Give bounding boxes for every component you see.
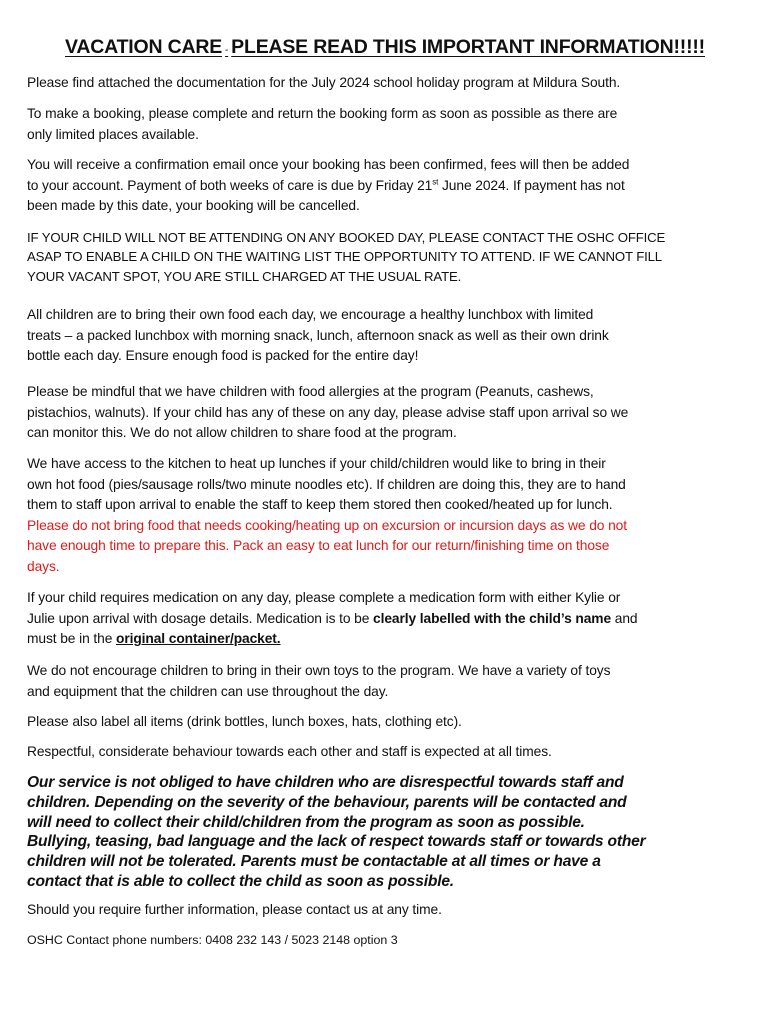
kitchen-paragraph xyxy=(27,454,732,578)
payment-line-text: June 2024. If payment has not xyxy=(438,177,625,193)
food-line: bottle each day. Ensure enough food is packed for the entire day! xyxy=(27,348,419,364)
kitchen-line: We have access to the kitchen to heat up lunches if your child/children would like to bring in their xyxy=(27,456,606,471)
kitchen-line: own hot food (pies/sausage rolls/two minute noodles etc). If children are doing this, they are to hand xyxy=(27,476,626,492)
kitchen-line: them to staff upon arrival to enable the staff to keep them stored then cooked/heated up for lunch. xyxy=(27,497,613,513)
medication-paragraph xyxy=(27,588,732,650)
medication-text: must be in the xyxy=(27,631,116,647)
labels-paragraph: Please also label all items (drink bottles, lunch boxes, hats, clothing etc). xyxy=(27,714,462,729)
obligation-line: children will not be tolerated. Parents must be contactable at all times or have a xyxy=(27,853,601,871)
medication-line xyxy=(27,629,732,650)
date-suffix: st xyxy=(432,177,439,186)
medication-text: and xyxy=(611,610,638,626)
payment-paragraph xyxy=(27,155,732,217)
title-part2: PLEASE READ THIS IMPORTANT INFORMATION!!!!! xyxy=(231,36,705,58)
attendance-line: YOUR VACANT SPOT, YOU ARE STILL CHARGED AT THE USUAL RATE. xyxy=(27,268,462,284)
food-line: All children are to bring their own food each day, we encourage a healthy lunchbox with limited xyxy=(27,307,594,322)
booking-paragraph xyxy=(27,104,732,145)
payment-line: been made by this date, your booking will be cancelled. xyxy=(27,198,360,214)
contact-numbers: OSHC Contact phone numbers: 0408 232 143 / 5023 2148 option 3 xyxy=(27,933,398,947)
allergies-line: pistachios, walnuts). If your child has any of these on any day, please advise staff upon arrival so we xyxy=(27,404,629,420)
medication-emphasis: clearly labelled with the child’s name xyxy=(373,610,612,626)
allergies-line: Please be mindful that we have children with food allergies at the program (Peanuts, cashews, xyxy=(27,384,594,399)
toys-paragraph xyxy=(27,661,732,702)
payment-line: You will receive a confirmation email once your booking has been confirmed, fees will then be added xyxy=(27,157,630,172)
attendance-paragraph xyxy=(27,228,732,286)
booking-line: only limited places available. xyxy=(27,126,199,142)
booking-line: To make a booking, please complete and return the booking form as soon as possible as there are xyxy=(27,106,618,121)
further-info-paragraph: Should you require further information, please contact us at any time. xyxy=(27,902,442,917)
food-paragraph xyxy=(27,305,732,367)
payment-line-text: to your account. Payment of both weeks of care is due by Friday 21 xyxy=(27,177,433,193)
title-part1: VACATION CARE xyxy=(65,36,223,58)
medication-line: If your child requires medication on any day, please complete a medication form with either Kylie or xyxy=(27,590,621,605)
obligation-line: Bullying, teasing, bad language and the lack of respect towards staff or towards other xyxy=(27,833,646,851)
obligation-line: children. Depending on the severity of the behaviour, parents will be contacted and xyxy=(27,793,627,811)
attendance-line: IF YOUR CHILD WILL NOT BE ATTENDING ON ANY BOOKED DAY, PLEASE CONTACT THE OSHC OFFICE xyxy=(27,230,666,245)
toys-line: We do not encourage children to bring in their own toys to the program. We have a variety of toys xyxy=(27,663,611,678)
attendance-line: ASAP TO ENABLE A CHILD ON THE WAITING LIST THE OPPORTUNITY TO ATTEND. IF WE CANNOT FILL xyxy=(27,249,662,265)
kitchen-warning-line: days. xyxy=(27,558,60,574)
intro-paragraph: Please find attached the documentation for the July 2024 school holiday program at Mildura South. xyxy=(27,75,621,90)
page-title xyxy=(0,36,770,59)
kitchen-warning-line: have enough time to prepare this. Pack an easy to eat lunch for our return/finishing time on those xyxy=(27,538,610,554)
payment-line xyxy=(27,176,732,197)
food-line: treats – a packed lunchbox with morning snack, lunch, afternoon snack as well as their own drink xyxy=(27,327,609,343)
toys-line: and equipment that the children can use throughout the day. xyxy=(27,683,389,699)
obligation-line: contact that is able to collect the child as soon as possible. xyxy=(27,872,454,890)
allergies-line: can monitor this. We do not allow children to share food at the program. xyxy=(27,425,457,441)
obligation-line: will need to collect their child/children from the program as soon as possible. xyxy=(27,813,585,831)
allergies-paragraph xyxy=(27,382,732,444)
medication-container-requirement: original container/packet. xyxy=(116,631,281,647)
kitchen-warning-line: Please do not bring food that needs cooking/heating up on excursion or incursion days as we do not xyxy=(27,517,627,533)
behaviour-paragraph: Respectful, considerate behaviour towards each other and staff is expected at all times. xyxy=(27,744,552,759)
obligation-paragraph xyxy=(27,773,742,892)
title-separator: - xyxy=(225,45,229,56)
medication-line xyxy=(27,609,732,630)
medication-text: Julie upon arrival with dosage details. Medication is to be xyxy=(27,610,374,626)
obligation-line: Our service is not obliged to have children who are disrespectful towards staff and xyxy=(27,774,624,791)
